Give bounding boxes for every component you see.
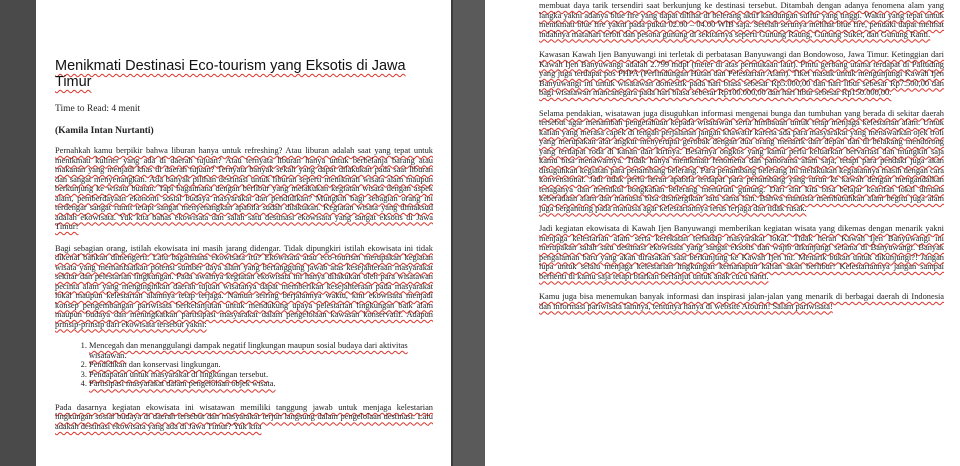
list-item: 3. Pendapatan untuk masyarakat di lingkungan tersebut.	[89, 370, 433, 380]
paragraph-summary: Jadi kegiatan ekowisata di Kawah Ijen Banyuwangi memberikan kegiatan wisata yang dikemas dengan menarik yakni menjaga kelestarian alam serta kerekatan terhadap masyarakat lokal. Tidak heran Kawah Ijen Banyuwangi ini merupakan salah satu destinasi ekowisata yang sangat eksotis dan wajib dikunjungi selama di Banyuwangi. Banyak pengalaman baru yang akan dirasakan saat berkunjung ke Kawah Ijen ini. Menarik bukan untuk dikunjungi?! Jangan lupa untuk selalu menjaga kelestarian lingkungan kemanapun kalian akan berlibur! Kelestariannya jangan sampai berhenti di kamu saja tetapi biarkan berlanjut untuk anak cucu nanti.	[539, 224, 944, 281]
paragraph-location: Kawasan Kawah Ijen Banyuwangi ini terletak di perbatasan Banyuwangi dan Bondowoso, Jawa Timur. Ketinggian dari Kawah Ijen Banyuwangi adalah 2.799 mdpl (meter di atas permukaan laut). Pintu gerbang utama terdapat di Paltuding yang juga terdapat pos PHPA (Perlindungan Hutan dan Pelestarian Alam). Tiket masuk untuk mengunjungi Kawah Ijen Banyuwangi ini untuk wisatawan domestik pada hari biasa sebesar Rp5.000,00 dan hari libur sebesar Rp7.500,00 dan bagi wisatawan mancanegara pada hari biasa sebesar Rp100.000,00 dan hari libur sebesar Rp150.000,00.	[539, 50, 944, 97]
paragraph-closing: Pada dasarnya kegiatan ekowisata ini wisatawan memiliki tanggung jawab untuk menjaga kelestarian lingkungan sosial budaya di daerah tersebut dan masyarakat terjun langsung dalam pengelolaan destinasi. Lalu adakah destinasi ekowisata yang ada di Jawa Timur? Yuk kita	[55, 402, 433, 431]
page-separator	[451, 0, 485, 466]
page-edge	[451, 0, 453, 466]
time-to-read: Time to Read: 4 menit	[55, 104, 141, 114]
paragraph-intro: Pernahkah kamu berpikir bahwa liburan hanya untuk refreshing? Atau liburan adalah saat yang tepat untuk menikmati kuliner yang ada di daerah tujuan? Atau ternyata liburan hanya untuk berbelanja barang atau makanan yang menjadi khas di daerah tujuan? Ternyata banyak sekali yang dapat dilakukan pada saat liburan dan sangat menyenangkan. Ada banyak pilihan destinasi untuk liburan seperti menikmati wisata alam maupun berkunjung ke wisata buatan. Tapi bagaimana dengan berlibur yang melakukan kegiatan wisata dengan aspek alam, pemberdayaan ekonomi sosial budaya masyarakat dan pendidikan? Mungkin bagi sebagian orang ini terdengar sangat rumit tetapi sangat menyenangkan apabila sudah dilakukan. Kegiatan wisata yang dimaksud adalah ekowisata. Yuk kita bahas ekowisata dan salah satu destinasi ekowisata yang sangat eksotis di Jawa Timur!	[55, 146, 433, 231]
document-title: Menikmati Destinasi Eco-tourism yang Eksotis di Jawa Timur	[55, 58, 406, 90]
paragraph-hiking: Selama pendakian, wisatawan juga disuguhkan informasi mengenai bunga dan tumbuhan yang berada di sekitar daerah tersebut agar menambah pengetahuan kepada wisatawan serta himbauan untuk tetap menjaga kelestarian alam. Untuk kalian yang merasa capek di tengah perjalanan jangan khawatir karena ada para masyarakat yang menawarkan ojek troli yang merupakan alat angkut menyerupai gerobak dengan dua orang menarik dari depan dan di belakang mendorong yang terdapat roda di kanan dan kirinya. Besarnya ongkos yang kamu perlu keluarkan bervariasi dan mungkin saja kamu bisa menawarnya. Tidak hanya menikmati fenomena dan panorama alam saja, tetapi para pendaki juga akan disuguhkan kegiatan para penambang belerang. Para penambang belerang ini melakukan kegiatannya masih dengan cara konvensional. Jadi tidak perlu heran apabila terdapat para penambang yang turun ke kawah dengan mengandalkan tenaganya dan memikul bongkahan belerang menuruni gunung. Dari sini kita bisa belajar kearifan lokal dimana keberadaan alam dan manusia bisa disinergikan satu sama lain. Bahwa manusia membutuhkan alam begitu juga alam juga bergantung pada manusia agar kelestariannya terus terjaga dan tidak rusak.	[539, 108, 944, 213]
document-page-1	[36, 0, 451, 466]
paragraph-definition: Bagi sebagian orang, istilah ekowisata ini masih jarang didengar. Tidak dipungkiri istilah ekowisata ini tidak dikenal bahkan dimengerti. Lalu bagaimana ekowisata itu? Ekowisata atau eco-tourism merupakan kegiatan wisata yang memanfaatkan potensi sumber daya alam yang bertanggung jawab atas kesejahteraan masyarakat sekitar dan pelestarian lingkungan. Pada awalnya kegiatan ekowisata ini hanya dilakukan oleh para wisatawan pecinta alam yang menginginkan daerah tujuan wisatanya dapat memberikan kesejahteraan pada masyarakat lokal maupun kelestarian alamnya tetap terjaga. Namun seiring berjalannya waktu, kini ekowisata menjadi konsep pengembangan pariwisata berkelanjutan untuk mendukung upaya pelestarian lingkungan baik alam maupun budaya dan meningkatkan partisipasi masyarakat dalam pengelolaan kawasan konservatif. Adapun prinsip-prinsip dari ekowisata tersebut yakni:	[55, 243, 433, 329]
document-page-2	[485, 0, 960, 466]
author-name: (Kamila Intan Nurtanti)	[55, 126, 154, 136]
paragraph-atourin: Kamu juga bisa menemukan banyak informasi dan inspirasi jalan-jalan yang menarik di berbagai daerah di Indonesia dan informasi pariwisata lainnya, tentunya hanya di website Atourin! Salam pariwisata!	[539, 292, 944, 311]
left-gutter	[0, 0, 36, 466]
list-item: 2. Pendidikan dan konservasi lingkungan.	[89, 360, 433, 370]
paragraph-blue-fire: membuat daya tarik tersendiri saat berkunjung ke destinasi tersebut. Ditambah dengan adanya fenomena alam yang langka yakni adanya blue fire yang dapat dilihat di belerang aktif kandungan sulfur yang tinggi. Waktu yang tepat untuk menikmati blue fire yakni pada pukul 02.00 – 04.00 WIB saja. Setelah serunya melihat blue fire, pendaki dapat melihat indahnya matahari terbit dan pesona gunung di sekitarnya seperti Gunung Raung, Gunung Suket, dan Gunung Ranti.	[539, 1, 944, 39]
list-item: 4. Partisipasi masyarakat dalam pengelolaan objek wisata.	[89, 379, 433, 389]
principles-list	[55, 341, 433, 389]
list-item: 1. Mencegah dan menanggulangi dampak negatif lingkungan maupun sosial budaya dari aktivitas wisatawan.	[89, 341, 433, 360]
